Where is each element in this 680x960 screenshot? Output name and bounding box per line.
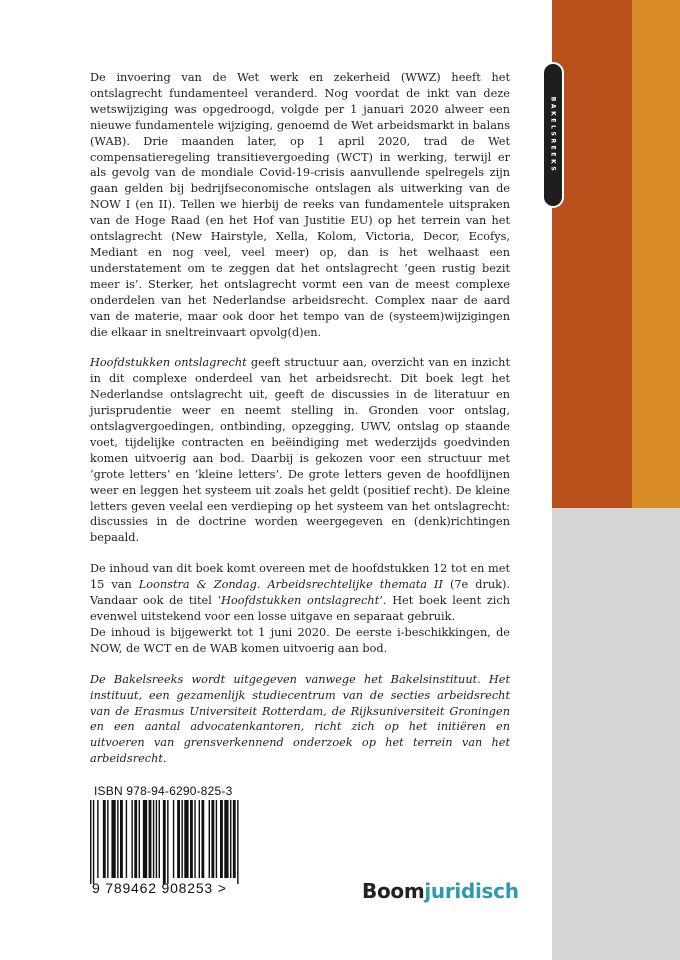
barcode-bar <box>224 800 228 878</box>
barcode-bar <box>97 800 98 878</box>
text-span: De inhoud van dit boek komt overeen met de hoofdstukken 12 tot en met 15 van <box>90 562 510 592</box>
cover-strip-grey <box>552 508 680 960</box>
cover-strip-gold <box>632 0 680 508</box>
barcode-bar <box>103 800 106 878</box>
barcode-bar <box>233 800 236 878</box>
isbn-label: ISBN 978-94-6290-825-3 <box>94 784 233 798</box>
barcode-bar <box>194 800 195 878</box>
barcode-bar <box>199 800 200 878</box>
barcode-bar <box>184 800 188 878</box>
series-label: BAKELSREEKS <box>549 96 557 174</box>
barcode-bar <box>111 800 115 878</box>
barcode-bar <box>153 800 154 878</box>
barcode-bar <box>167 800 168 884</box>
barcode-bar <box>211 800 214 878</box>
barcode-bar <box>126 800 127 878</box>
barcode-bar <box>230 800 231 878</box>
barcode-bar <box>107 800 108 878</box>
blurb-text <box>90 70 510 767</box>
barcode-bar <box>209 800 210 878</box>
barcode-bar <box>134 800 137 878</box>
publisher-logo-boom: Boom <box>362 879 425 903</box>
paragraph-contents-origin <box>90 561 510 625</box>
barcode-bar <box>93 800 94 884</box>
barcode-bar <box>159 800 160 878</box>
publisher-logo <box>362 879 519 903</box>
paragraph-update-note: De inhoud is bijgewerkt tot 1 juni 2020. De eerste i-beschikkingen, de NOW, de WCT en de WAB komen uitvoerig aan bod. <box>90 625 510 655</box>
text-span: ’. Het boek leent zich evenwel uitstekend voor een losse uitgave en separaat gebruik. <box>90 594 511 623</box>
series-tab <box>542 62 564 208</box>
source-title-italic: Loonstra & Zondag. Arbeidsrechtelijke themata II <box>138 578 443 592</box>
barcode-bar <box>143 800 147 878</box>
barcode-bar <box>181 800 182 878</box>
paragraph-institute: De Bakelsreeks wordt uitgegeven vanwege het Bakelsinstituut. Het instituut, een gezamenlijk studiecentrum van de secties arbeidsrecht van de Erasmus Universiteit Rotterdam, de Rijksuniversiteit Groningen en een aantal advocatenkantoren, richt zich op het initiëren en uitvoeren van grensverkennend onderzoek op het terrein van het arbeidsrecht. <box>90 672 510 766</box>
barcode-bar <box>190 800 193 878</box>
barcode-bar <box>156 800 157 878</box>
barcode-bar <box>237 800 238 884</box>
paragraph-book-description-rest: geeft structuur aan, overzicht van en inzicht in dit complexe onderdeel van het arbeidsrecht. Dit boek legt het Nederlandse ontslagrecht uit, geeft de discussies in de literatuur en jurisprudentie weer en neemt stelling in. Gronden voor ontslag, ontslagvergoedingen, ontbinding, opzegging, UWV, ontslag op staande voet, tijdelijke contracten en beëindiging met wederzijds goedvinden komen uitvoerig aan bod. Daarbij is gekozen voor een structuur met ‘grote letters’ en ‘kleine letters’. De grote letters geven de hoofdlijnen weer en leggen het systeem uit zoals het geldt (positief recht). De kleine letters geven veelal een verdieping op het systeem van het ontslagrecht: discussies in de doctrine worden weergegeven en (denk)richtingen bepaald. <box>90 356 510 545</box>
book-title-italic: Hoofdstukken ontslagrecht <box>90 356 247 370</box>
barcode-bar <box>149 800 152 878</box>
barcode-bar <box>177 800 180 878</box>
cover-strip-orange <box>549 0 632 508</box>
barcode-bar <box>220 800 223 878</box>
barcode-bar <box>163 800 166 884</box>
barcode-bar <box>131 800 132 878</box>
text-span: (7e druk). Vandaar ook de titel ‘ <box>90 578 510 608</box>
paragraph-intro: De invoering van de Wet werk en zekerheid (WWZ) heeft het ontslagrecht fundamenteel veranderd. Nog voordat de inkt van deze wetswijziging was opgedroogd, volgde per 1 januari 2020 alweer een nieuwe fundamentele wijziging, genoemd de Wet arbeidsmarkt in balans (WAB). Drie maanden later, op 1 april 2020, trad de Wet compensatieregeling transitievergoeding (WCT) in werking, terwijl er als gevolg van de mondiale Covid-19-crisis aanvullende spelregels zijn gaan gelden bij bedrijfseconomische ontslagen als uitwerking van de NOW I (en II). Tellen we hierbij de reeks van fundamentele uitspraken van de Hoge Raad (en het Hof van Justitie EU) op het terrein van het ontslagrecht (New Hairstyle, Xella, Kolom, Victoria, Decor, Ecofys, Mediant en nog veel, veel meer) op, dan is het welhaast een understatement om te zeggen dat het ontslagrecht ‘geen rustig bezit meer is’. Sterker, het ontslagrecht vormt een van de meest complexe onderdelen van het Nederlandse arbeidsrecht. Complex naar de aard van de materie, maar ook door het tempo van de (systeem)wijzigingen die elkaar in sneltreinvaart opvolg(d)en. <box>90 71 510 339</box>
barcode <box>90 800 240 890</box>
barcode-bar <box>117 800 118 878</box>
barcode-bar <box>90 800 91 884</box>
publisher-logo-juridisch: juridisch <box>424 879 519 903</box>
barcode-bar <box>201 800 204 878</box>
barcode-bar <box>216 800 217 878</box>
barcode-bar <box>173 800 174 878</box>
barcode-bar <box>120 800 123 878</box>
barcode-bar <box>139 800 140 878</box>
barcode-digits: 9 789462 908253 > <box>92 880 227 896</box>
paragraph-book-description <box>90 355 510 546</box>
book-title-italic: Hoofdstukken ontslagrecht <box>221 594 380 608</box>
